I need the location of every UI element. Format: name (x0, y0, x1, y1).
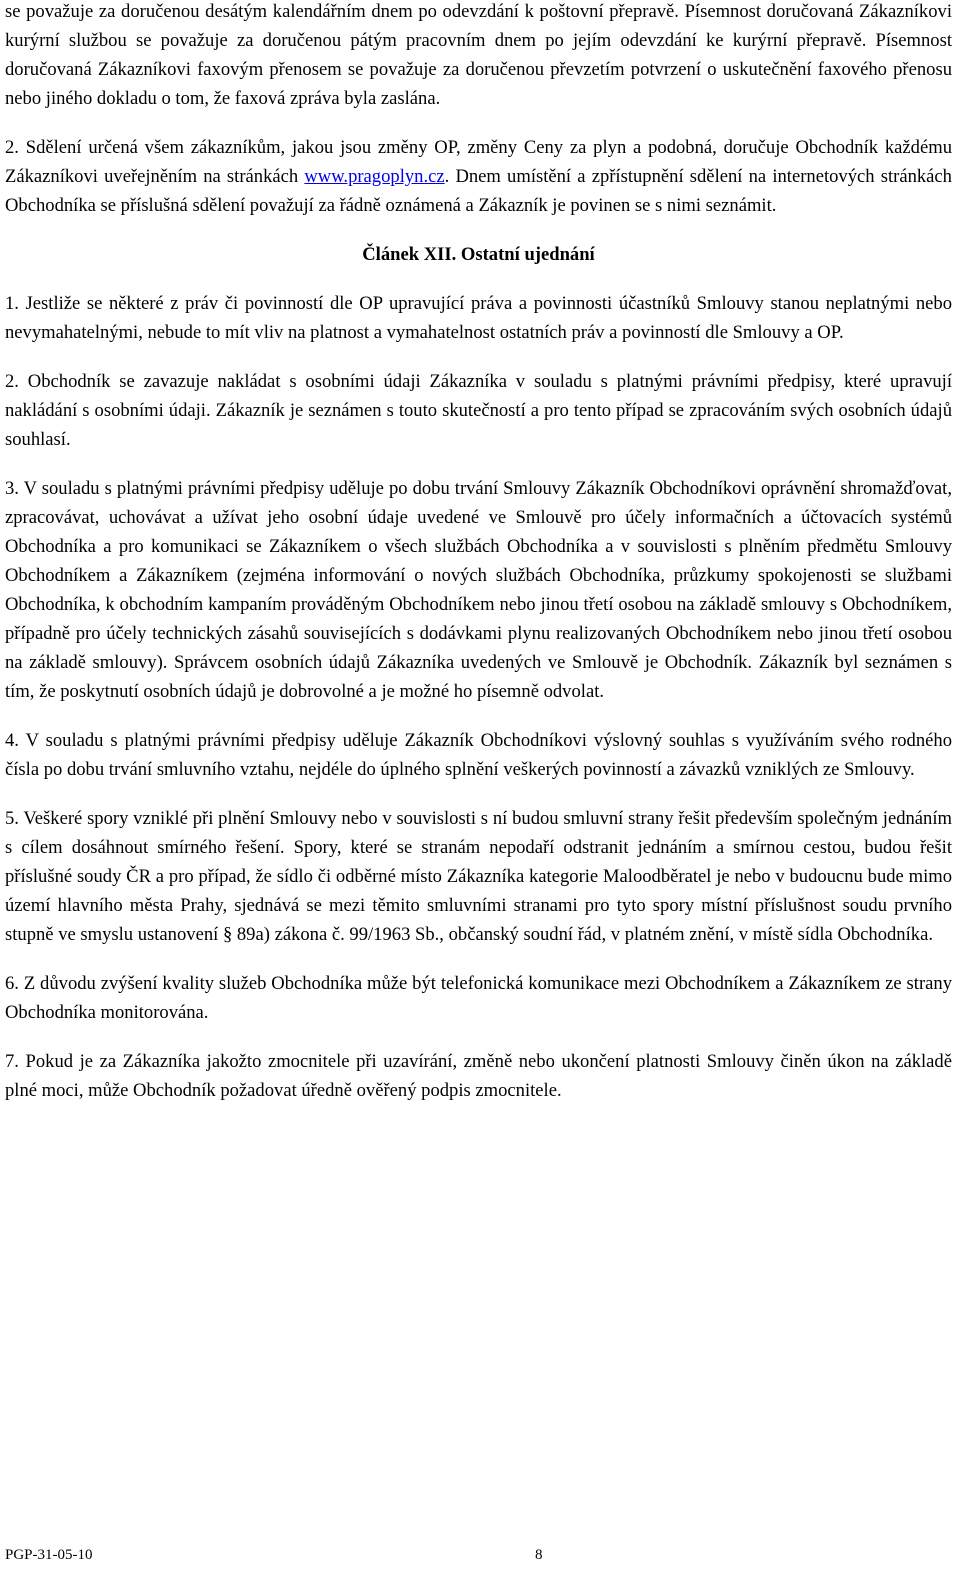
document-body (5, 0, 952, 1125)
section-1: 1. Jestliže se některé z práv či povinností dle OP upravující práva a povinnosti účastníků Smlouvy stanou neplatnými nebo nevymahatelnými, nebude to mít vliv na platnost a vymahatelnost ostatních práv a povinností dle Smlouvy a OP. (5, 293, 952, 343)
page-number: 8 (535, 1547, 543, 1563)
article-heading: Článek XII. Ostatní ujednání (362, 244, 595, 265)
section-6: 6. Z důvodu zvýšení kvality služeb Obchodníka může být telefonická komunikace mezi Obchodníkem a Zákazníkem ze strany Obchodníka monitorována. (5, 973, 952, 1023)
section-7: 7. Pokud je za Zákazníka jakožto zmocnitele při uzavírání, změně nebo ukončení platnosti Smlouvy činěn úkon na základě plné moci, může Obchodník požadovat úředně ověřený podpis zmocnitele. (5, 1051, 952, 1101)
notices-text-end: . Dnem umístění a zpřístupnění sdělení na internetových stránkách Obchodníka se příslušná sdělení považují za řádně oznámená a Zákazník je povinen se s nimi seznámit. (5, 166, 952, 216)
section-2: 2. Obchodník se zavazuje nakládat s osobními údaji Zákazníka v souladu s platnými právními předpisy, které upravují nakládání s osobními údaji. Zákazník je seznámen s touto skutečností a pro tento případ se zpracováním svých osobních údajů souhlasí. (5, 371, 952, 450)
paragraph-delivery: se považuje za doručenou desátým kalendářním dnem po odevzdání k poštovní přepravě. Písemnost doručovaná Zákazníkovi kurýrní službou se považuje za doručenou pátým pracovním dnem po jejím odevzdání ke kurýrní přepravě. Písemnost doručovaná Zákazníkovi faxovým přenosem se považuje za doručenou převzetím potvrzení o uskutečnění faxového přenosu nebo jiného dokladu o tom, že faxová zpráva byla zaslána. (5, 1, 952, 109)
section-5: 5. Veškeré spory vzniklé při plnění Smlouvy nebo v souvislosti s ní budou smluvní strany řešit především společným jednáním s cílem dosáhnout smírného řešení. Spory, které se stranám nepodaří odstranit jednáním a smírnou cestou, budou řešit příslušné soudy ČR a pro případ, že sídlo či odběrné místo Zákazníka kategorie Maloodběratel je nebo v budoucnu bude mimo území hlavního města Prahy, sjednává se mezi těmito smluvními stranami pro tyto spory místní příslušnost soudu prvního stupně ve smyslu ustanovení § 89a) zákona č. 99/1963 Sb., občanský soudní řád, v platném znění, v místě sídla Obchodníka. (5, 808, 952, 945)
section-4: 4. V souladu s platnými právními předpisy uděluje Zákazník Obchodníkovi výslovný souhlas s využíváním svého rodného čísla po dobu trvání smluvního vztahu, nejdéle do úplného splnění veškerých povinností a závazků vzniklých ze Smlouvy. (5, 730, 952, 780)
document-code: PGP-31-05-10 (5, 1547, 93, 1563)
website-link[interactable]: www.pragoplyn.cz (304, 166, 445, 187)
paragraph-notices (5, 133, 952, 220)
section-3: 3. V souladu s platnými právními předpisy uděluje po dobu trvání Smlouvy Zákazník Obchodníkovi oprávnění shromažďovat, zpracovávat, uchovávat a užívat jeho osobní údaje uvedené ve Smlouvě pro účely informačních a účtovacích systémů Obchodníka a pro komunikaci se Zákazníkem o všech službách Obchodníka a v souvislosti s plněním předmětu Smlouvy Obchodníkem a Zákazníkem (zejména informování o nových službách Obchodníka, průzkumy spokojenosti se službami Obchodníka, k obchodním kampaním prováděným Obchodníkem nebo jinou třetí osobou na základě smlouvy s Obchodníkem, případně pro účely technických zásahů souvisejících s dodávkami plynu realizovaných Obchodníkem nebo jinou třetí osobou na základě smlouvy). Správcem osobních údajů Zákazníka uvedených ve Smlouvě je Obchodník. Zákazník byl seznámen s tím, že poskytnutí osobních údajů je dobrovolné a je možné ho písemně odvolat. (5, 478, 952, 702)
notices-text-start: 2. Sdělení určená všem zákazníkům, jakou jsou změny OP, změny Ceny za plyn a podobná, doručuje Obchodník každému Zákazníkovi uveřejněním na stránkách (5, 137, 952, 187)
